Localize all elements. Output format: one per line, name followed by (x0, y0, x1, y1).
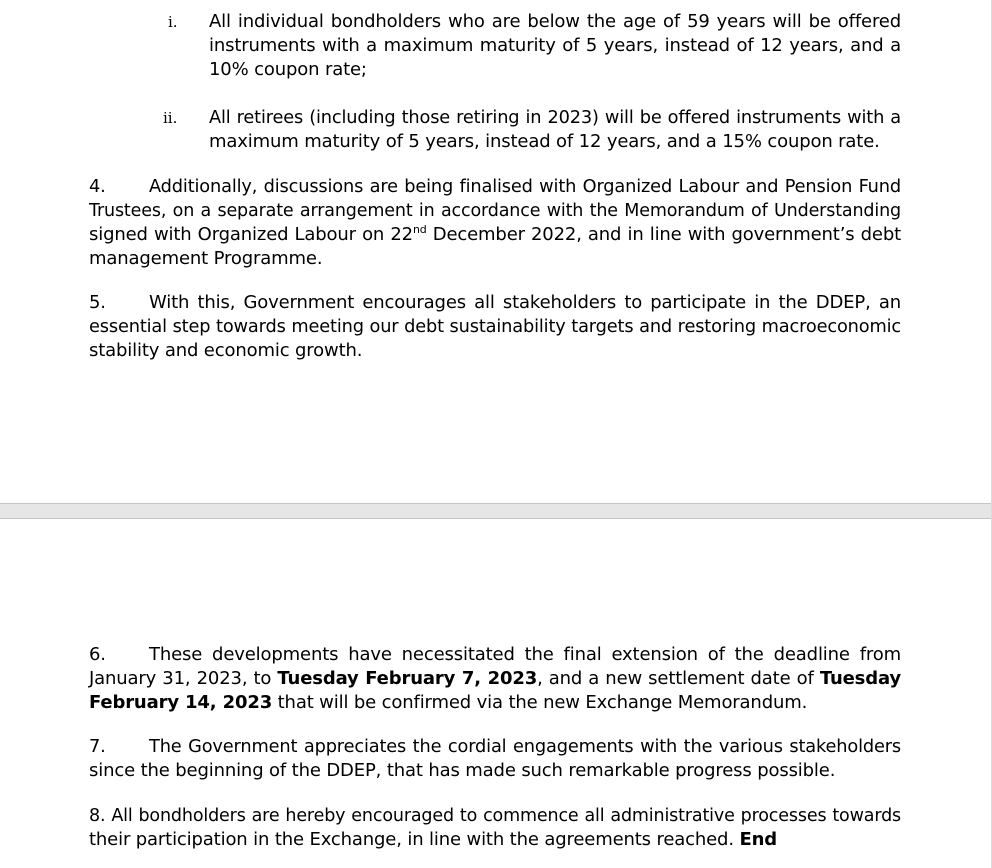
deadline-date: Tuesday February 7, 2023 (277, 668, 538, 689)
item-i-line-3: 10% coupon rate; (209, 59, 367, 80)
para-5-line-1: 5. With this, Government encourages all stakeholders to participate in the DDEP, an (89, 292, 901, 313)
para-6-line-1: 6. These developments have necessitated the final extension of the deadline from (89, 644, 901, 665)
settlement-date: February 14, 2023 (89, 692, 273, 713)
settlement-day: Tuesday (819, 668, 902, 689)
para-7-line-1: 7. The Government appreciates the cordial engagements with the various stakeholders (89, 737, 901, 757)
para-7-number: 7. (89, 737, 106, 757)
item-i-line-1: All individual bondholders who are below the age of 59 years will be offered (209, 11, 901, 32)
list-marker-ii: ii. (163, 109, 178, 127)
item-ii-line-1: All retirees (including those retiring in 2023) will be offered instruments with a (209, 108, 901, 128)
ordinal-suffix: nd (412, 223, 427, 236)
para-5-line-3: stability and economic growth. (89, 340, 363, 361)
para-5-number: 5. (89, 292, 106, 313)
para-4-line-2: Trustees, on a separate arrangement in accordance with the Memorandum of Understanding (89, 201, 901, 221)
end-marker: End (739, 829, 778, 850)
para-4-line-1: 4. Additionally, discussions are being finalised with Organized Labour and Pension Fund (89, 177, 901, 197)
para-4-line-4: management Programme. (89, 248, 323, 269)
para-8-line-1: 8. All bondholders are hereby encouraged to commence all administrative processes towards (89, 806, 901, 826)
para-7-line-2: since the beginning of the DDEP, that has made such remarkable progress possible. (89, 760, 836, 781)
item-ii-line-2: maximum maturity of 5 years, instead of 12 years, and a 15% coupon rate. (209, 131, 880, 152)
para-5-line-2: essential step towards meeting our debt sustainability targets and restoring macroeconomic (89, 317, 901, 337)
list-marker-i: i. (168, 13, 178, 31)
page-separator (0, 504, 992, 519)
document-page-2 (0, 519, 992, 868)
item-i-line-2: instruments with a maximum maturity of 5 years, instead of 12 years, and a (209, 35, 901, 56)
para-4-line-3: signed with Organized Labour on 22nd December 2022, and in line with government’s debt (89, 223, 902, 245)
para-4-number: 4. (89, 177, 106, 197)
para-6-line-3: February 14, 2023 that will be confirmed via the new Exchange Memorandum. (89, 692, 808, 713)
para-8-line-2: their participation in the Exchange, in line with the agreements reached. End (89, 829, 778, 850)
para-6-number: 6. (89, 644, 106, 665)
para-6-line-2: January 31, 2023, to Tuesday February 7, 2023, and a new settlement date of Tuesday (89, 668, 902, 689)
